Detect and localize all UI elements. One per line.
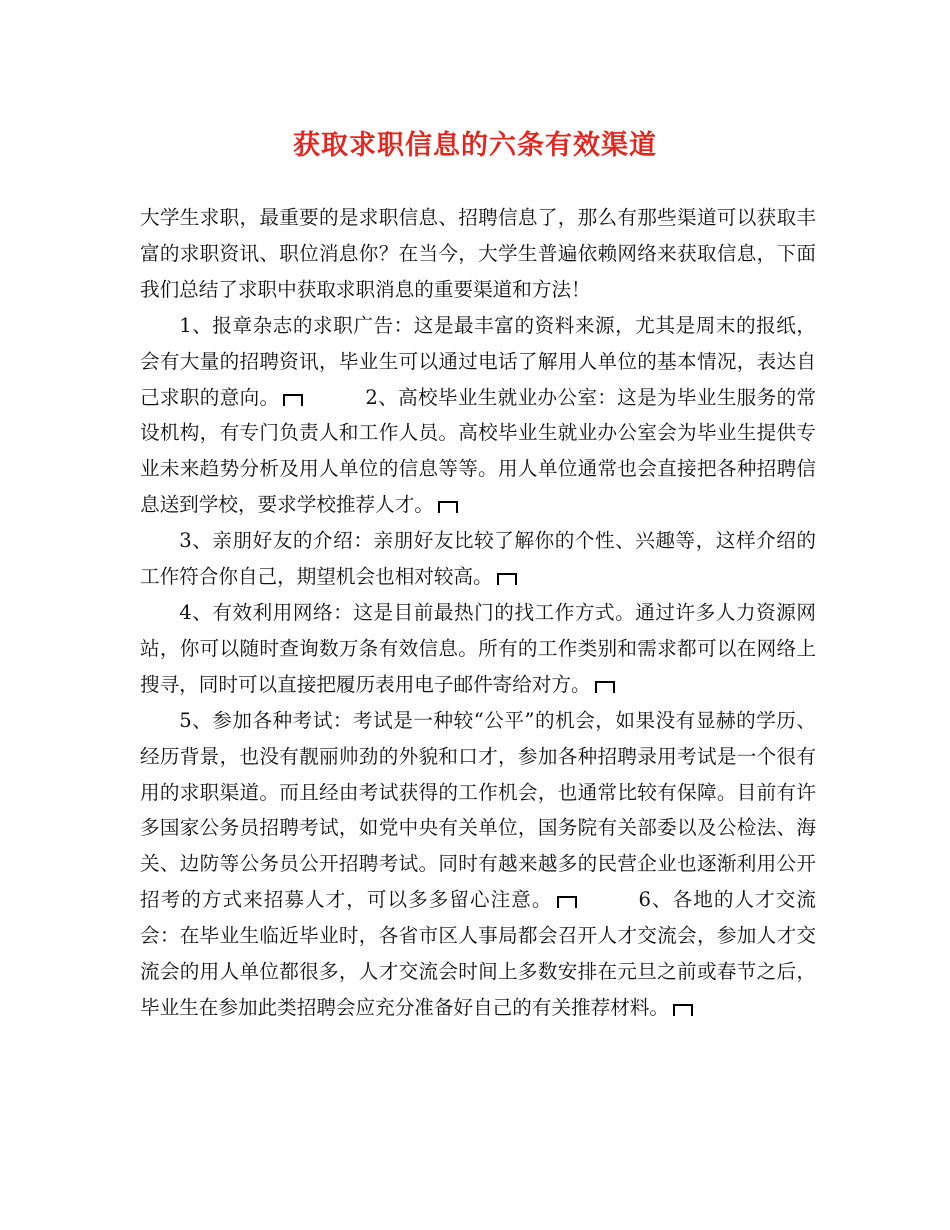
paragraph-item-4 — [140, 595, 816, 703]
paragraph-items-5-6 — [140, 703, 816, 1026]
return-mark-icon — [438, 501, 458, 513]
document-body — [140, 200, 816, 1026]
return-mark-icon — [283, 394, 303, 406]
return-mark-icon — [497, 573, 517, 585]
item-4-text: 4、有效利用网络：这是目前最热门的找工作方式。通过许多人力资源网站，你可以随时查询数万条有效信息。所有的工作类别和需求都可以在网络上搜寻，同时可以直接把履历表用电子邮件寄给对方。 — [140, 600, 816, 696]
item-2-text: 2、高校毕业生就业办公室：这是为毕业生服务的常设机构，有专门负责人和工作人员。高校毕业生就业办公室会为毕业生提供专业未来趋势分析及用人单位的信息等等。用人单位通常也会直接把各种招聘信息送到学校，要求学校推荐人才。 — [140, 385, 816, 517]
paragraph-item-3 — [140, 523, 816, 595]
return-mark-icon — [557, 896, 577, 908]
return-mark-icon — [595, 681, 615, 693]
return-mark-icon — [673, 1004, 693, 1016]
item-3-text: 3、亲朋好友的介绍：亲朋好友比较了解你的个性、兴趣等，这样介绍的工作符合你自己，期望机会也相对较高。 — [140, 529, 816, 589]
paragraph-items-1-2 — [140, 308, 816, 523]
item-1-text: 1、报章杂志的求职广告：这是最丰富的资料来源，尤其是周末的报纸，会有大量的招聘资讯，毕业生可以通过电话了解用人单位的基本情况，表达自己求职的意向。 — [140, 313, 816, 409]
item-5-text: 5、参加各种考试：考试是一种较“公平”的机会，如果没有显赫的学历、经历背景，也没有靓丽帅劲的外貌和口才，参加各种招聘录用考试是一个很有用的求职渠道。而且经由考试获得的工作机会，也通常比较有保障。目前有许多国家公务员招聘考试，如党中央有关单位，国务院有关部委以及公检法、海关、边防等公务员公开招聘考试。同时有越来越多的民营企业也逐渐利用公开招考的方式来招募人才，可以多多留心注意。 — [140, 708, 816, 912]
intro-text: 大学生求职，最重要的是求职信息、招聘信息了，那么有那些渠道可以获取丰富的求职资讯、职位消息你？在当今，大学生普遍依赖网络来获取信息，下面我们总结了求职中获取求职消息的重要渠道和方法！ — [140, 206, 816, 301]
document-title: 获取求职信息的六条有效渠道 — [293, 130, 657, 161]
intro-paragraph — [140, 200, 816, 308]
item-6-text: 6、各地的人才交流会：在毕业生临近毕业时，各省市区人事局都会召开人才交流会，参加人才交流会的用人单位都很多，人才交流会时间上多数安排在元旦之前或春节之后，毕业生在参加此类招聘会应充分准备好自己的有关推荐材料。 — [140, 888, 817, 1019]
